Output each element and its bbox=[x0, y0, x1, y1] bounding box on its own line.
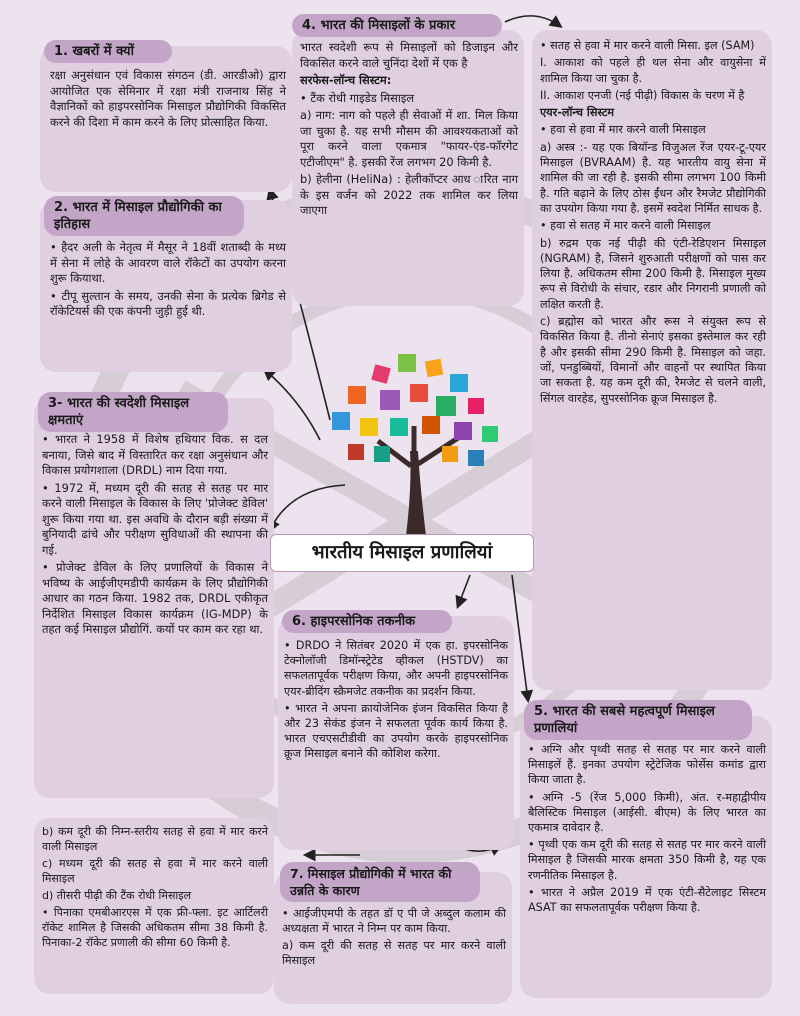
air-to-surface-point: • हवा से सतह में मार करने वाली मिसाइल bbox=[540, 219, 711, 233]
section-reasons-text bbox=[282, 906, 506, 970]
indigenous-list-c: c) मध्यम दूरी की सतह से हवा में मार करने वाली मिसाइल bbox=[42, 857, 268, 885]
section-types-text bbox=[300, 40, 518, 221]
section-hypersonic-heading: 6. हाइपरसोनिक तकनीक bbox=[282, 610, 452, 633]
reasons-point-1: • आईजीएमपी के तहत डॉ ए पी जे अब्दुल कलाम की अध्यक्षता में भारत ने निम्न पर काम किया. bbox=[282, 907, 506, 935]
brahmos-point: c) ब्रह्मोस को भारत और रूस ने संयुक्त रूप से विकसित किया है. तीनो सेनाएं इसका इस्तेमाल कर रही है और इसकी सीमा 290 किमी है. मिसाइल को जहा. जों, पनडुब्बियों, विमानों और वाहनों पर स्थापित किया जा सकता है. यह कम दूरी की, रैमजेट से चलने वाली, सिंगल वारहेड, सुपरसोनिक क्रूज मिसाइल है. bbox=[540, 315, 766, 405]
hypersonic-point-2: • भारत ने अपना क्रायोजेनिक इंजन विकसित किया है और 23 सेकंड इंजन ने सफलता पूर्वक कार्य किया है. भारत एचएसटीडीवी का उपयोग करके हाइपरसोनिक क्रूज मिसाइल बनाने की कोशिश करेगा. bbox=[284, 701, 508, 761]
indigenous-point-1: • भारत ने 1958 में विशेष हथियार विक. स दल बनाया, जिसे बाद में विस्तारित कर रक्षा अनुसंधान और विकास प्रयोगशाला (DRDL) नाम दिया गया. bbox=[42, 432, 268, 477]
tree-illustration bbox=[318, 346, 513, 536]
section-types-heading: 4. भारत की मिसाइलों के प्रकार bbox=[292, 14, 502, 37]
important-point-3: • पृथ्वी एक कम दूरी की सतह से सतह पर मार करने वाली मिसाइल है जिसकी मारक क्षमता 350 किमी है, यह एक रणनीतिक मिसाइल है. bbox=[528, 838, 766, 882]
history-point-2: • टीपू सुल्तान के समय, उनकी सेना के प्रत्येक ब्रिगेड से रॉकेटियर्स की एक कंपनी जुड़ी हुई थी. bbox=[50, 288, 286, 318]
types-point-2: a) नाग: नाग को पहले ही सेवाओं में शा. मिल किया जा चुका है. यह सभी मौसम की आवश्यकताओं को पूरा करने वाला एकमात्र "फायर-एंड-फॉरगेट एटीजीएम" है. इसकी रेंज लगभग 20 किमी है. bbox=[300, 108, 518, 169]
section-hypersonic-text bbox=[284, 638, 508, 764]
akash-point: I. आकाश को पहले ही थल सेना और वायुसेना में शामिल किया जा चुका है. bbox=[540, 56, 766, 85]
indigenous-point-2: • 1972 में, मध्यम दूरी की सतह से सतह पर मार करने वाली मिसाइल के विकास के लिए 'प्रोजेक्ट डेविल' शुरू किया गया था. इस अवधि के दौरान बड़ी संख्या में बुनियादी ढांचे और परीक्षण सुविधाओं की स्थापना की गई. bbox=[42, 480, 268, 557]
section-indigenous-heading: 3- भारत की स्वदेशी मिसाइल क्षमताएं bbox=[38, 392, 228, 432]
section-important-text bbox=[528, 742, 766, 917]
history-point-1: • हैदर अली के नेतृत्व में मैसूर ने 18वीं शताब्दी के मध्य में सेना में लोहे के आवरण वाले रॉकेटों का उपयोग करना शुरू कियाथा. bbox=[50, 240, 286, 285]
sam-point: • सतह से हवा में मार करने वाली मिसा. इल (SAM) bbox=[540, 39, 755, 52]
astra-point: a) अस्त्र :- यह एक बियॉन्ड विजुअल रेंज एयर-टू-एयर मिसाइल (BVRAAM) है. यह भारतीय वायु सेना में शामिल की जा रही है. इसकी सीमा लगभग 100 किमी है. गति बढ़ाने के लिए ठोस ईंधन और रैमजेट प्रौद्योगिकी का उपयोग किया गया है. इसमें स्वदेश निर्मित साधक है. bbox=[540, 140, 766, 215]
section-types-continued-text bbox=[540, 38, 766, 408]
important-point-1: • अग्नि और पृथ्वी सतह से सतह पर मार करने वाली मिसाइलें हैं. इनका उपयोग स्ट्रेटेजिक फोर्सेस कमांड द्वारा किया जाता है. bbox=[528, 743, 766, 787]
indigenous-list-b: b) कम दूरी की निम्न-स्तरीय सतह से हवा में मार करने वाली मिसाइल bbox=[42, 825, 268, 853]
air-to-air-point: • हवा से हवा में मार करने वाली मिसाइल bbox=[540, 123, 706, 137]
akash-ng-point: II. आकाश एनजी (नई पीढ़ी) विकास के चरण में है bbox=[540, 88, 745, 102]
indigenous-pinaka: • पिनाका एमबीआरएस में एक फ्री-फ्ला. इट आर्टिलरी रॉकेट शामिल है जिसकी अधिकतम सीमा 38 किमी है. पिनाका-2 रॉकेट प्रणाली की सीमा 60 किमी है. bbox=[42, 906, 268, 949]
important-point-4: • भारत ने अप्रैल 2019 में एक एंटी-सैटेलाइट सिस्टम ASAT का सफलतापूर्वक परीक्षण किया है. bbox=[528, 885, 766, 915]
section-news-text: रक्षा अनुसंधान एवं विकास संगठन (डी. आरडीओ) द्वारा आयोजित एक सेमिनार में रक्षा मंत्री राजनाथ सिंह ने वैज्ञानिकों को हाइपरसोनिक मिसाइल प्रौद्योगिकी विकसित करने की दिशा में काम करने के लिए प्रोत्साहित किया. bbox=[50, 68, 286, 129]
types-surface-launch: सरफेस-लॉन्च सिस्टम: bbox=[300, 73, 392, 87]
air-launch-heading: एयर-लॉन्च सिस्टम bbox=[540, 106, 615, 120]
hypersonic-point-1: • DRDO ने सितंबर 2020 में एक हा. इपरसोनिक टेक्नोलॉजी डिमॉन्स्ट्रेटेड व्हीकल (HSTDV) का सफलतापूर्वक परीक्षण किया, और अपनी हाइपरसोनिक एयर-ब्रीदिंग स्क्रैमजेट तकनीक का प्रदर्शन किया. bbox=[284, 639, 508, 698]
section-history-heading: 2. भारत में मिसाइल प्रौद्योगिकी का इतिहास bbox=[44, 196, 244, 236]
section-indigenous-text bbox=[42, 432, 268, 640]
section-history-text bbox=[50, 240, 286, 322]
indigenous-point-3: • प्रोजेक्ट डेविल के लिए प्रणालियों के विकास ने भविष्य के आईजीएमडीपी कार्यक्रम के लिए प्रौद्योगिकी आधार का गठन किया. 1982 तक, DRDL एकीकृत निर्देशित मिसाइल विकास कार्यक्रम (IG-MDP) के तहत कई मिसाइल प्रौद्योगिं. कयों पर काम कर रहा था. bbox=[42, 560, 268, 636]
section-important-heading: 5. भारत की सबसे महत्वपूर्ण मिसाइल प्रणालियां bbox=[524, 700, 752, 740]
section-reasons-heading: 7. मिसाइल प्रौद्योगिकी में भारत की उन्नति के कारण bbox=[280, 862, 480, 902]
section-indigenous-continued-text bbox=[42, 824, 268, 952]
types-intro: भारत स्वदेशी रूप से मिसाइलों को डिजाइन और विकसित करने वाले चुनिंदा देशों में एक है bbox=[300, 40, 518, 70]
reasons-point-2: a) कम दूरी की सतह से सतह पर मार करने वाली मिसाइल bbox=[282, 939, 506, 967]
types-point-1: • टैंक रोधी गाइडेड मिसाइल bbox=[300, 90, 415, 105]
section-news-heading: 1. खबरों में क्यों bbox=[44, 40, 172, 63]
important-point-2: • अग्नि -5 (रेंज 5,000 किमी), अंत. र-महाद्वीपीय बैलिस्टिक मिसाइल (आईसी. बीएम) के लिए भारत का एकमात्र दावेदार है. bbox=[528, 790, 766, 835]
page-title: भारतीय मिसाइल प्रणालियां bbox=[270, 534, 534, 572]
indigenous-list-d: d) तीसरी पीढ़ी की टैंक रोधी मिसाइल bbox=[42, 889, 192, 902]
types-point-3: b) हेलीना (HeliNa) : हेलीकॉप्टर आध ारित नाग के इस वर्जन को 2022 तक शामिल कर लिया जाएगा bbox=[300, 172, 518, 217]
rudram-point: b) रुद्रम एक नई पीढ़ी की एंटी-रेडिएशन मिसाइल (NGRAM) है, जिसने शुरुआती परीक्षणों को पास कर लिया है. अधिकतम सीमा 200 किमी है. मिसाइल मुख्य रूप से विरोधी के संचार, रडार और निगरानी प्रणाली को लक्षित करती है. bbox=[540, 236, 766, 311]
